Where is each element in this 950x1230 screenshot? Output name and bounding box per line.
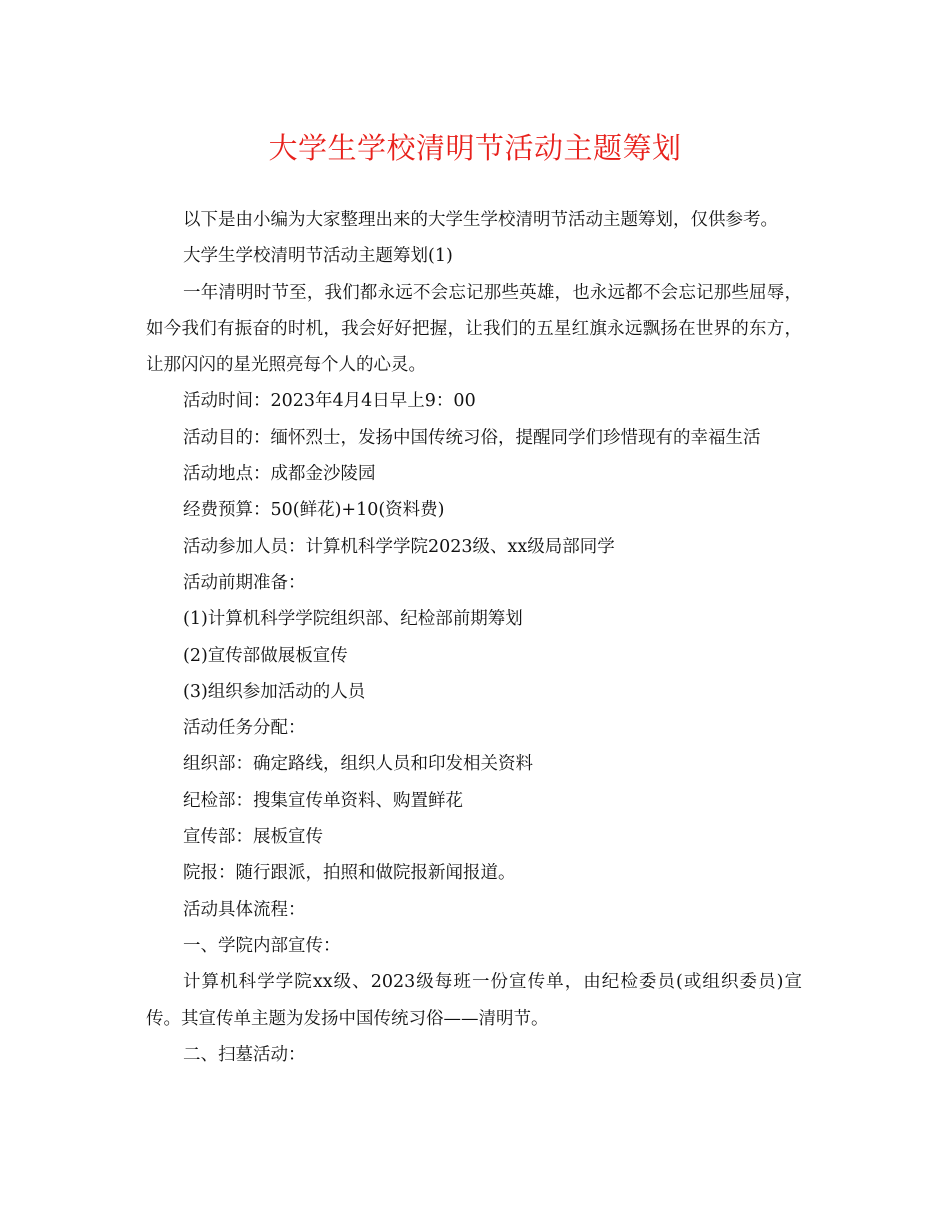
task-item: 纪检部：搜集宣传单资料、购置鲜花	[183, 790, 463, 811]
activity-time: 活动时间：2023年4月4日早上9：00	[183, 391, 476, 412]
preparation-item: (2)宣传部做展板宣传	[183, 645, 348, 666]
paragraph-preface: 一年清明时节至，我们都永远不会忘记那些英雄，也永远都不会忘记那些屈辱，如今我们有振奋的时机，我会好好把握，让我们的五星红旗永远飘扬在世界的东方，让那闪闪的星光照亮每个人的心灵。	[146, 282, 802, 376]
document-title: 大学生学校清明节活动主题筹划	[268, 131, 682, 165]
activity-budget: 经费预算：50(鲜花)+10(资料费)	[183, 500, 445, 521]
activity-purpose: 活动目的：缅怀烈士，发扬中国传统习俗，提醒同学们珍惜现有的幸福生活	[183, 427, 761, 448]
process-step-text: 计算机科学学院xx级、2023级每班一份宣传单，由纪检委员(或组织委员)宣传。其宣传单主题为发扬中国传统习俗——清明节。	[146, 972, 802, 1029]
document-body	[146, 202, 802, 1073]
process-heading: 活动具体流程：	[183, 899, 306, 920]
section-heading: 大学生学校清明节活动主题筹划(1)	[183, 246, 453, 267]
task-heading: 活动任务分配：	[183, 718, 306, 739]
paragraph-intro: 以下是由小编为大家整理出来的大学生学校清明节活动主题筹划，仅供参考。	[183, 210, 778, 230]
activity-location: 活动地点：成都金沙陵园	[183, 464, 376, 485]
task-item: 组织部：确定路线，组织人员和印发相关资料	[183, 754, 533, 775]
process-step-heading: 二、扫墓活动：	[183, 1044, 306, 1065]
task-item: 院报：随行跟派，拍照和做院报新闻报道。	[183, 863, 516, 884]
preparation-heading: 活动前期准备：	[183, 572, 306, 593]
process-step-heading: 一、学院内部宣传：	[183, 935, 341, 956]
activity-participants: 活动参加人员：计算机科学学院2023级、xx级局部同学	[183, 536, 615, 557]
preparation-item: (1)计算机科学学院组织部、纪检部前期筹划	[183, 609, 523, 630]
preparation-item: (3)组织参加活动的人员	[183, 681, 366, 702]
task-item: 宣传部：展板宣传	[183, 827, 323, 848]
